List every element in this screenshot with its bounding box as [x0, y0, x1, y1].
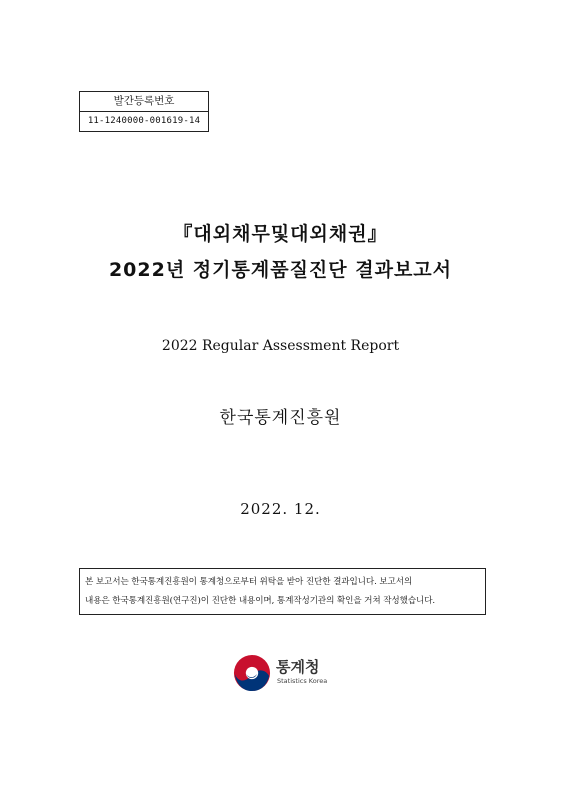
logo-name-korean: 통계청 [276, 658, 320, 676]
report-subtitle: 2022 Regular Assessment Report [161, 338, 400, 354]
publication-date: 2022. 12. [240, 500, 321, 518]
report-title-line2: 2022년 정기통계품질진단 결과보고서 [108, 259, 453, 281]
notice-line-1: 본 보고서는 한국통계진흥원이 통계청으로부터 위탁을 받아 진단한 결과입니다. 보고서의 [85, 577, 413, 587]
publication-number-box [79, 91, 209, 132]
notice-box [79, 568, 486, 615]
notice-line-2: 내용은 한국통계진흥원(연구진)이 진단한 내용이며, 통계작성기관의 확인을 거쳐 작성했습니다. [85, 596, 436, 606]
taegeuk-logo-icon [233, 654, 271, 692]
publication-label: 발간등록번호 [113, 95, 175, 107]
publication-number: 11-1240000-001619-14 [80, 111, 208, 131]
statistics-korea-logo [233, 653, 343, 693]
report-title-line1: 『대외채무및대외채권』 [173, 223, 388, 245]
logo-name-english: Statistics Korea [277, 677, 328, 685]
organization-name: 한국통계진흥원 [219, 408, 342, 428]
